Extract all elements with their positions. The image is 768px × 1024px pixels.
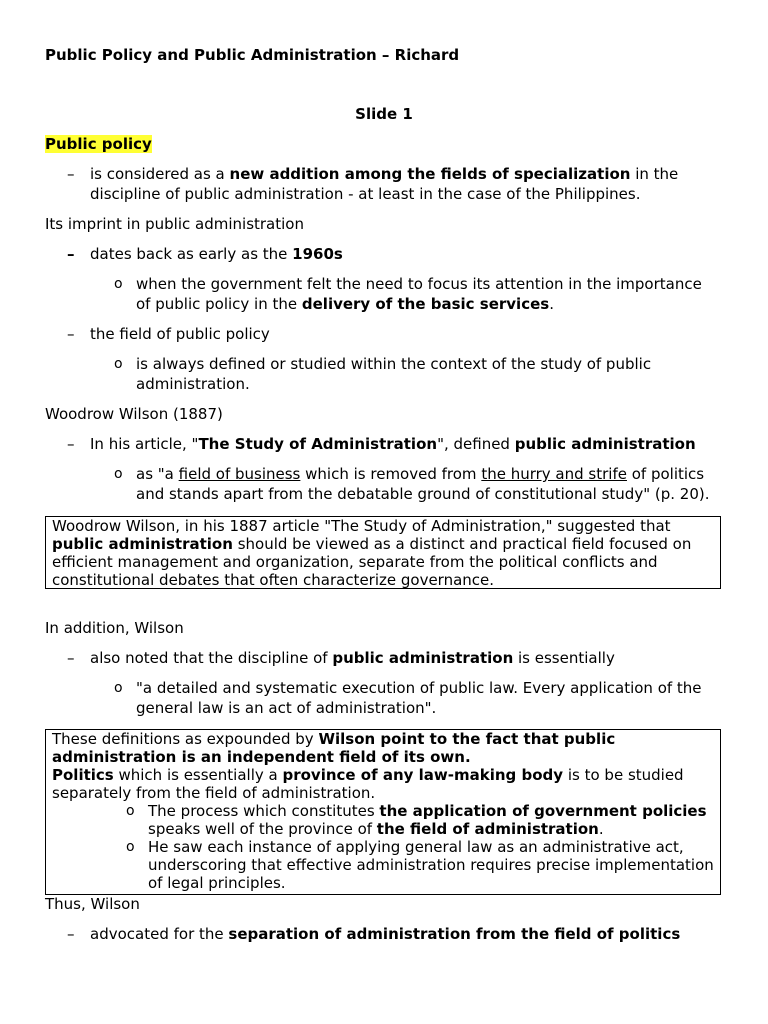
o-bullet: o xyxy=(126,839,135,855)
paragraph-line: dates back as early as the 1960s xyxy=(90,245,343,263)
paragraph-line: as "a field of business which is removed from the hurry and strife of politics xyxy=(136,465,705,483)
box-line: constitutional debates that often characterize governance. xyxy=(52,571,495,589)
box-line: separately from the field of administration. xyxy=(52,784,376,802)
box-line: Woodrow Wilson, in his 1887 article "The Study of Administration," suggested that xyxy=(52,517,671,535)
box-line: of legal principles. xyxy=(148,874,286,892)
addition-label: In addition, Wilson xyxy=(45,619,184,637)
o-bullet: o xyxy=(126,803,135,819)
box-line: These definitions as expounded by Wilson point to the fact that public xyxy=(52,730,616,748)
paragraph-line: "a detailed and systematic execution of public law. Every application of the xyxy=(136,679,702,697)
paragraph-line: when the government felt the need to focus its attention in the importance xyxy=(136,275,702,293)
box-line: speaks well of the province of the field of administration. xyxy=(148,820,604,838)
box-line: underscoring that effective administration requires precise implementation xyxy=(148,856,714,874)
paragraph-line: of public policy in the delivery of the basic services. xyxy=(136,295,554,313)
o-bullet: o xyxy=(114,276,123,292)
paragraph-line: advocated for the separation of administration from the field of politics xyxy=(90,925,681,943)
dash-bullet: – xyxy=(67,165,75,183)
o-bullet: o xyxy=(114,466,123,482)
dash-bullet: – xyxy=(67,925,75,943)
box-line: public administration should be viewed as a distinct and practical field focused on xyxy=(52,535,692,553)
box-line: The process which constitutes the application of government policies xyxy=(148,802,707,820)
box-line: efficient management and organization, separate from the political conflicts and xyxy=(52,553,658,571)
o-bullet: o xyxy=(114,680,123,696)
dash-bullet: – xyxy=(67,435,75,453)
box-line: Politics which is essentially a province of any law-making body is to be studied xyxy=(52,766,684,784)
paragraph-line: also noted that the discipline of public administration is essentially xyxy=(90,649,615,667)
paragraph-line: general law is an act of administration". xyxy=(136,699,437,717)
highlighted-heading: Public policy xyxy=(45,135,152,153)
thus-label: Thus, Wilson xyxy=(45,895,140,913)
paragraph-line: administration. xyxy=(136,375,250,393)
dash-bullet: – xyxy=(67,649,75,667)
paragraph-line: is always defined or studied within the context of the study of public xyxy=(136,355,652,373)
paragraph-line: and stands apart from the debatable ground of constitutional study" (p. 20). xyxy=(136,485,710,503)
paragraph-line: is considered as a new addition among the fields of specialization in the xyxy=(90,165,679,183)
dash-bullet: – xyxy=(67,325,75,343)
box-sub-bullet xyxy=(52,838,714,892)
summary-box-2 xyxy=(45,729,721,895)
box-sub-bullet xyxy=(52,802,714,838)
wilson-label: Woodrow Wilson (1887) xyxy=(45,405,223,423)
slide-label: Slide 1 xyxy=(355,105,413,123)
dash-bullet: – xyxy=(67,245,75,263)
summary-box-1 xyxy=(45,516,721,589)
paragraph-line: In his article, "The Study of Administration", defined public administration xyxy=(90,435,696,453)
box-line: administration is an independent field of its own. xyxy=(52,748,471,766)
imprint-label: Its imprint in public administration xyxy=(45,215,304,233)
document-title: Public Policy and Public Administration – Richard xyxy=(45,46,460,64)
o-bullet: o xyxy=(114,356,123,372)
paragraph-line: discipline of public administration - at least in the case of the Philippines. xyxy=(90,185,641,203)
box-line: He saw each instance of applying general law as an administrative act, xyxy=(148,838,684,856)
paragraph-line: the field of public policy xyxy=(90,325,270,343)
heading-public-policy xyxy=(45,134,152,154)
